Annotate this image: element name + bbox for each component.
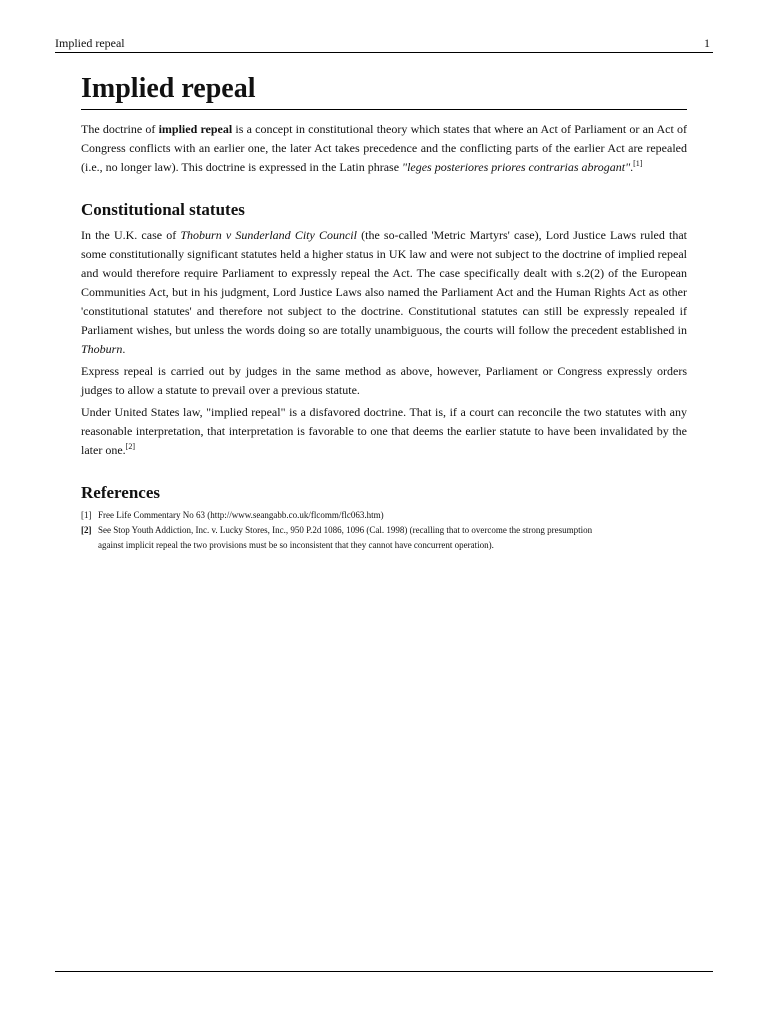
article-body xyxy=(81,71,687,553)
citation-1[interactable]: [1] xyxy=(633,159,643,168)
para-text: Under United States law, "implied repeal" is a disfavored doctrine. That is, if a court can reconcile the two statutes with any reasonable interpretation, that interpretation is favorable to one that deems the earlier statute to have been invalidated by the later one. xyxy=(81,405,687,457)
citation-2[interactable]: [2] xyxy=(125,442,135,451)
case-name-thoburn: Thoburn xyxy=(81,342,123,356)
reference-label[interactable]: [2] xyxy=(81,525,92,535)
reference-label[interactable]: [1] xyxy=(81,510,92,520)
para-text: In the U.K. case of xyxy=(81,228,181,242)
intro-text-3: . xyxy=(630,160,634,174)
reference-text[interactable]: Free Life Commentary No 63 (http://www.seangabb.co.uk/flcomm/flc063.htm) xyxy=(98,510,384,520)
running-head xyxy=(55,36,713,53)
para-text: . xyxy=(122,342,126,356)
page-number: 1 xyxy=(704,36,710,50)
page-title: Implied repeal xyxy=(81,71,687,110)
para-text: (the so-called 'Metric Martyrs' case), Lord Justice Laws ruled that some constitutionally significant statutes held a higher status in UK law and were not subject to the doctrine of implied repeal and would therefore require Parliament to expressly repeal the Act. The case specifically dealt with s.2(2) of the European Communities Act, but in his judgment, Lord Justice Laws also named the Parliament Act and the Human Rights Act as other 'constitutional statutes' and therefore not subject to the doctrine. Constitutional statutes can still be expressly repealed if Parliament wishes, but unless the words doing so are totally unambiguous, the courts will follow the precedent established in xyxy=(81,228,687,337)
constitutional-paragraph-3 xyxy=(81,403,687,460)
case-name-thoburn-full: Thoburn v Sunderland City Council xyxy=(180,228,357,242)
reference-item xyxy=(81,508,687,523)
intro-paragraph xyxy=(81,120,687,177)
intro-text-2: is a concept in constitutional theory which states that where an Act of Parliament or an Act of Congress conflicts with an earlier one, the later Act takes precedence and the conflicting parts of the earlier Act are repealed (i.e., no longer law). This doctrine is expressed in the Latin phrase xyxy=(81,122,687,174)
section-heading-references: References xyxy=(81,483,160,502)
footer-rule xyxy=(55,971,713,972)
latin-phrase: "leges posteriores priores contrarias abrogant" xyxy=(402,160,631,174)
reference-item xyxy=(81,523,687,553)
constitutional-paragraph-2: Express repeal is carried out by judges in the same method as above, however, Parliament or Congress expressly orders judges to allow a statute to prevail over a previous statute. xyxy=(81,364,687,397)
intro-text-1: The doctrine of xyxy=(81,122,159,136)
reference-text-continuation: against implicit repeal the two provisions must be so inconsistent that they cannot have concurrent operation). xyxy=(98,540,494,550)
intro-term: implied repeal xyxy=(158,122,233,136)
references-list xyxy=(81,508,687,553)
running-head-title: Implied repeal xyxy=(55,36,125,50)
section-heading-constitutional: Constitutional statutes xyxy=(81,200,245,219)
reference-text: See Stop Youth Addiction, Inc. v. Lucky Stores, Inc., 950 P.2d 1086, 1096 (Cal. 1998) (recalling that to overcome the strong presumption xyxy=(98,525,593,535)
constitutional-paragraph-1 xyxy=(81,226,687,359)
